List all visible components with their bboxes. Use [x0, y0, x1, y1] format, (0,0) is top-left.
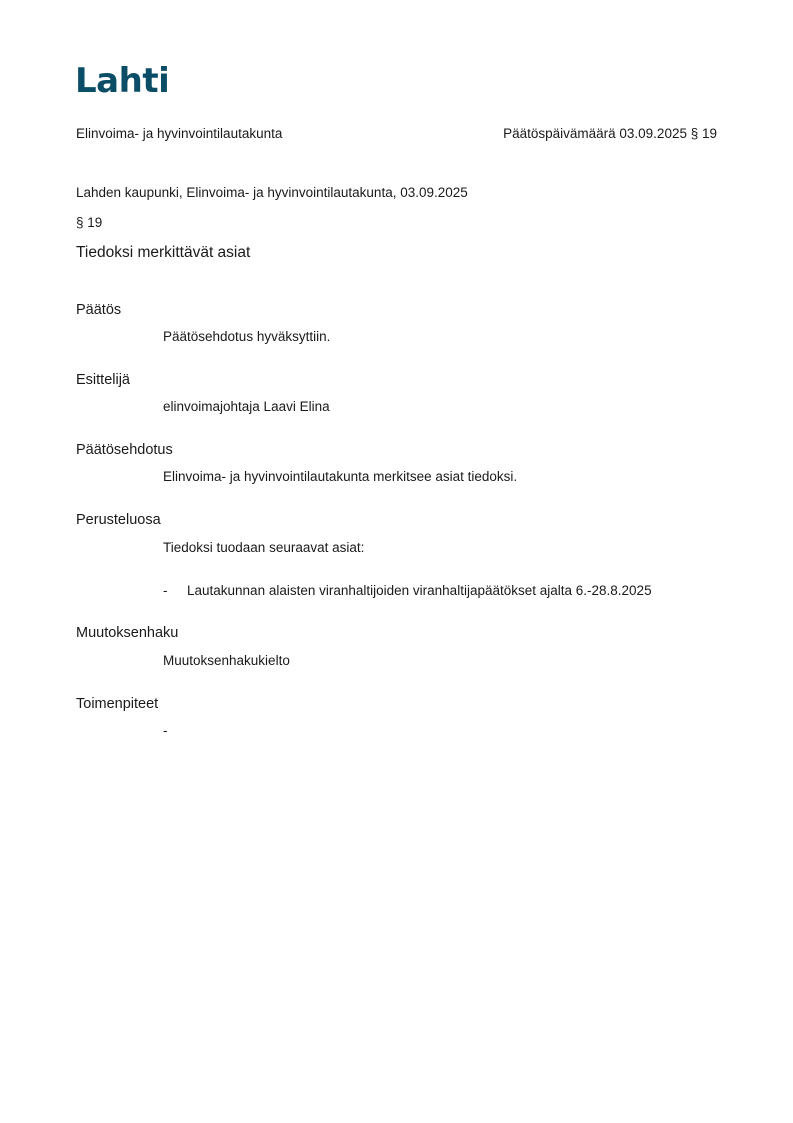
meta-line: Lahden kaupunki, Elinvoima- ja hyvinvointilautakunta, 03.09.2025: [76, 185, 468, 200]
heading-esittelija: Esittelijä: [76, 372, 130, 388]
heading-muutoksenhaku: Muutoksenhaku: [76, 625, 179, 641]
heading-perusteluosa: Perusteluosa: [76, 512, 161, 528]
heading-paatosehdotus: Päätösehdotus: [76, 442, 173, 458]
toimenpiteet-text: -: [163, 723, 168, 738]
document-title: Tiedoksi merkittävät asiat: [76, 244, 251, 261]
section-number: § 19: [76, 215, 103, 230]
esittelija-text: elinvoimajohtaja Laavi Elina: [163, 399, 330, 414]
bullet-item-text: Lautakunnan alaisten viranhaltijoiden viranhaltijapäätökset ajalta 6.-28.8.2025: [187, 583, 652, 598]
heading-paatos: Päätös: [76, 302, 122, 318]
lahti-logo: Lahti: [75, 61, 170, 101]
paatosehdotus-text: Elinvoima- ja hyvinvointilautakunta merkitsee asiat tiedoksi.: [163, 469, 518, 484]
header-decision-date: Päätöspäivämäärä 03.09.2025 § 19: [503, 126, 717, 141]
muutoksenhaku-text: Muutoksenhakukielto: [163, 653, 290, 668]
bullet-marker: -: [163, 583, 168, 598]
perusteluosa-text: Tiedoksi tuodaan seuraavat asiat:: [163, 540, 365, 555]
header-committee: Elinvoima- ja hyvinvointilautakunta: [76, 126, 283, 141]
heading-toimenpiteet: Toimenpiteet: [76, 696, 159, 712]
paatos-text: Päätösehdotus hyväksyttiin.: [163, 329, 331, 344]
